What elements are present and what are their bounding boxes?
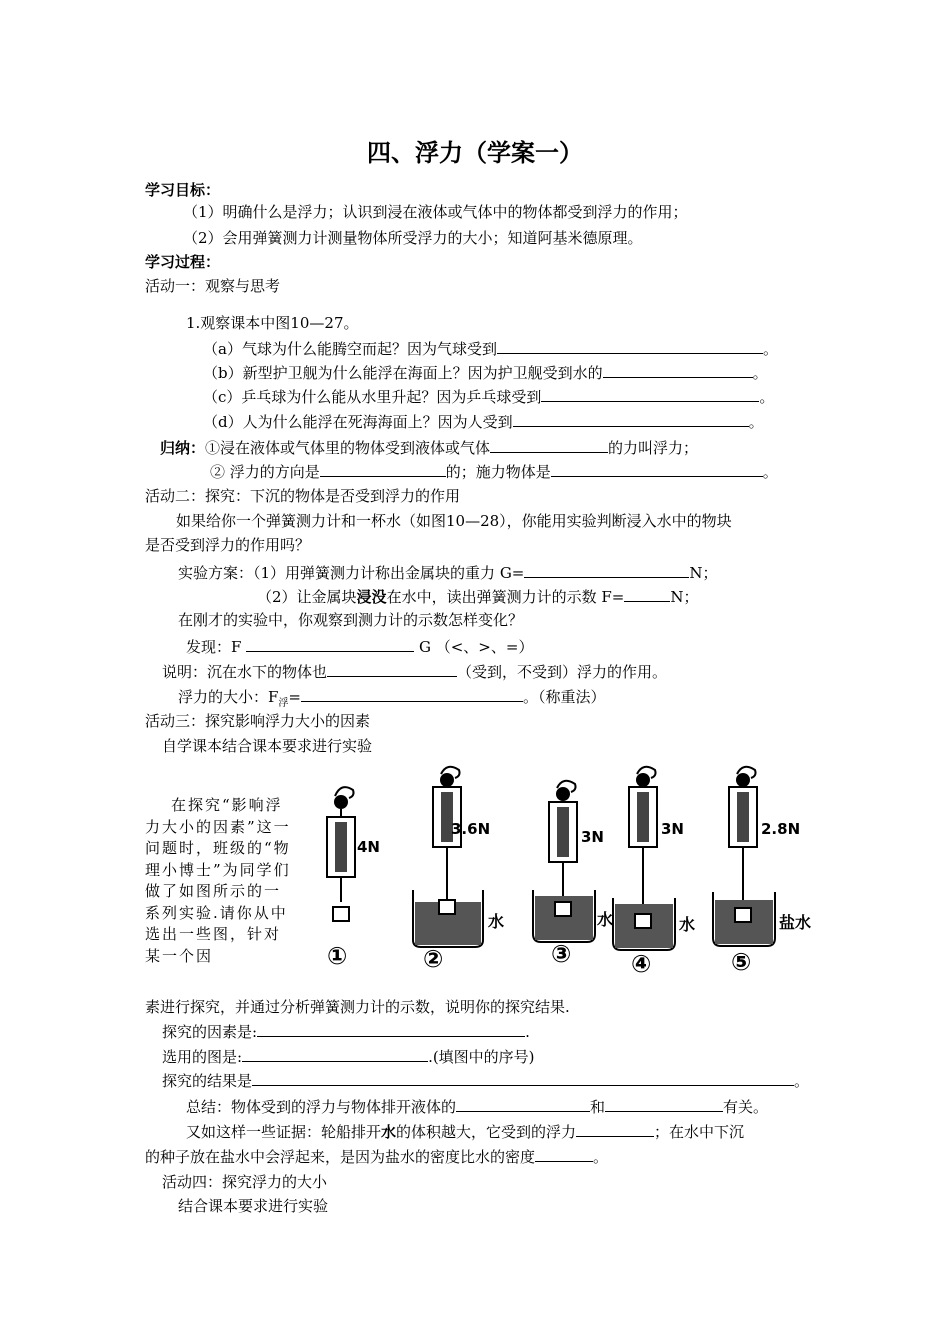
conclusion-tail: 有关。: [723, 1098, 769, 1116]
experiment-5: [713, 767, 811, 976]
evidence-1-bold: 水: [381, 1123, 397, 1141]
summary-blank-direction[interactable]: [320, 461, 446, 477]
buoyancy-size-text: 浮力的大小：F: [178, 688, 279, 706]
factor-line: 探究的因素是: .: [162, 1023, 530, 1041]
buoyancy-size-tail: 。（称重法）: [523, 688, 606, 706]
evidence-blank-1[interactable]: [576, 1121, 654, 1137]
answer-blank-d[interactable]: [513, 411, 749, 427]
figures-tail: .(填图中的序号): [428, 1048, 535, 1066]
evidence-2: [145, 1146, 608, 1167]
plan-2-bold: 浸没: [356, 588, 387, 606]
period: 。: [794, 1072, 810, 1090]
explanation-text: 说明：沉在水下的物体也: [162, 663, 328, 681]
question-d-text: （d）人为什么能浮在死海海面上？因为人受到: [203, 413, 513, 431]
figures-line: [162, 1046, 535, 1067]
observe-question: 在刚才的实验中，你观察到测力计的示数怎样变化？: [178, 611, 524, 629]
conclusion-text: 总结：物体受到的浮力与物体排开液体的: [186, 1098, 457, 1116]
experiment-4: [613, 767, 695, 977]
activity1-heading: 活动一：观察与思考: [145, 277, 281, 295]
conclusion: [186, 1096, 768, 1117]
goal-item-2: （2）会用弹簧测力计测量物体所受浮力的大小；知道阿基米德原理。: [183, 229, 643, 247]
activity4-heading: 活动四：探究浮力的大小: [162, 1173, 328, 1191]
finding-tail: G （<、>、=）: [418, 638, 534, 656]
activity2-heading: 活动二：探究：下沉的物体是否受到浮力的作用: [145, 487, 461, 505]
period: 。: [759, 388, 775, 406]
question-b: [203, 362, 768, 383]
liquid-label-water: 水: [488, 912, 505, 931]
goals-heading: 学习目标：: [145, 181, 221, 199]
plan-1: [178, 562, 718, 583]
evidence-blank-2[interactable]: [535, 1146, 593, 1162]
evidence-2-text: 的种子放在盐水中会浮起来，是因为盐水的密度比水的密度: [145, 1148, 536, 1166]
reading-5: 2.8N: [761, 820, 801, 838]
weight-blank[interactable]: [524, 562, 689, 578]
answer-blank-c[interactable]: [541, 386, 759, 402]
answer-blank-b[interactable]: [603, 362, 753, 378]
liquid-label-water: 水: [597, 910, 614, 929]
figures-blank[interactable]: [242, 1046, 428, 1062]
reading-blank[interactable]: [624, 586, 670, 602]
compare-blank[interactable]: [246, 636, 414, 652]
experiment-1: [327, 787, 380, 970]
equals: =: [288, 688, 301, 706]
figure-label-4: ④: [631, 950, 652, 977]
explanation: [162, 661, 667, 682]
period: 。: [593, 1148, 609, 1166]
goal-item-1: （1）明确什么是浮力；认识到浸在液体或气体中的物体都受到浮力的作用；: [183, 203, 688, 221]
reading-3: 3N: [581, 828, 604, 846]
plan-2: [257, 586, 698, 607]
activity3-intro: 自学课本结合课本要求进行实验: [162, 737, 373, 755]
summary-1-tail: 的力叫浮力；: [608, 439, 699, 457]
metal-block: [333, 907, 349, 921]
summary-2-mid: 的；施力物体是: [445, 463, 551, 481]
evidence-1: [186, 1121, 744, 1142]
page-title: 四、浮力（学案一）: [367, 139, 583, 167]
problem-text: 在探究“影响浮力大小的因素”这一问题时，班级的“物理小博士”为同学们做了如图所示的一系列实验.请你从中选出一些图，针对某一个因: [145, 796, 291, 965]
unit-n: N；: [689, 564, 718, 582]
figure-label-5: ⑤: [731, 948, 752, 976]
experiment-2: [413, 767, 504, 973]
summary-label: 归纳：: [160, 439, 206, 457]
evidence-1-text: 又如这样一些证据：轮船排开: [186, 1123, 382, 1141]
question-d: [203, 411, 764, 432]
answer-blank-a[interactable]: [497, 338, 763, 354]
summary-2: [210, 461, 778, 482]
summary-blank-1[interactable]: [490, 437, 608, 453]
summary-blank-source[interactable]: [551, 461, 763, 477]
period: 。: [762, 463, 778, 481]
hand-icon: [334, 787, 354, 809]
question-a: [203, 338, 778, 359]
plan-2-tail: 在水中，读出弹簧测力计的示数 F=: [386, 588, 625, 606]
conclusion-blank-1[interactable]: [456, 1096, 590, 1112]
factor-blank[interactable]: [257, 1021, 525, 1037]
activity3-heading: 活动三：探究影响浮力大小的因素: [145, 712, 371, 730]
activity2-intro-2: 是否受到浮力的作用吗？: [145, 536, 311, 554]
figures-text: 选用的图是:: [162, 1048, 243, 1066]
figure-label-2: ②: [423, 945, 444, 973]
question-c-text: （c）乒乓球为什么能从水里升起？因为乒乓球受到: [203, 388, 542, 406]
figure-label-1: ①: [327, 942, 348, 970]
conclusion-and: 和: [590, 1098, 606, 1116]
result-blank[interactable]: [252, 1070, 794, 1086]
liquid-label-water: 水: [679, 915, 696, 934]
wrapped-problem-text: [145, 795, 293, 967]
process-heading: 学习过程：: [145, 253, 221, 271]
plan-2-text: （2）让金属块: [257, 588, 357, 606]
period: 。: [748, 413, 764, 431]
result-line: [162, 1070, 809, 1091]
reading-4: 3N: [661, 820, 684, 838]
summary-1-text: ①浸在液体或气体里的物体受到液体或气体: [205, 439, 491, 457]
problem-tail: 素进行探究，并通过分析弹簧测力计的示数，说明你的探究结果.: [145, 998, 570, 1016]
question-a-text: （a）气球为什么能腾空而起？因为气球受到: [203, 340, 497, 358]
question-b-text: （b）新型护卫舰为什么能浮在海面上？因为护卫舰受到水的: [203, 364, 603, 382]
reading-1: 4N: [357, 838, 380, 856]
conclusion-blank-2[interactable]: [605, 1096, 723, 1112]
unit-n: N；: [670, 588, 699, 606]
period: 。: [762, 340, 778, 358]
question-c: [203, 386, 774, 407]
experiment-figure: [305, 762, 835, 977]
subscript-fu: 浮: [278, 698, 289, 709]
experiment-3: [533, 781, 613, 968]
liquid-label-saltwater: 盐水: [779, 913, 812, 932]
finding-text: 发现：F: [186, 638, 242, 656]
buoyancy-size: [178, 686, 606, 714]
figure-label-3: ③: [551, 940, 572, 968]
period: 。: [752, 364, 768, 382]
summary-2-text: ② 浮力的方向是: [210, 463, 320, 481]
factor-text: 探究的因素是:: [162, 1023, 258, 1041]
plan-1-text: 实验方案：（1）用弹簧测力计称出金属块的重力 G=: [178, 564, 525, 582]
formula-blank[interactable]: [301, 686, 523, 702]
explanation-tail: （受到，不受到）浮力的作用。: [457, 663, 668, 681]
result-text: 探究的结果是: [162, 1072, 253, 1090]
activity2-intro-1: 如果给你一个弹簧测力计和一杯水（如图10—28），你能用实验判断浸入水中的物块: [176, 512, 732, 530]
activity1-q1: 1.观察课本中图10—27。: [186, 314, 359, 332]
summary-1: [160, 437, 698, 458]
evidence-1-tail: ；在水中下沉: [654, 1123, 745, 1141]
evidence-1-mid: 的体积越大，它受到的浮力: [396, 1123, 577, 1141]
explanation-blank[interactable]: [327, 661, 457, 677]
finding: [186, 636, 533, 657]
reading-2: 3.6N: [451, 820, 491, 838]
activity4-intro: 结合课本要求进行实验: [178, 1197, 329, 1215]
